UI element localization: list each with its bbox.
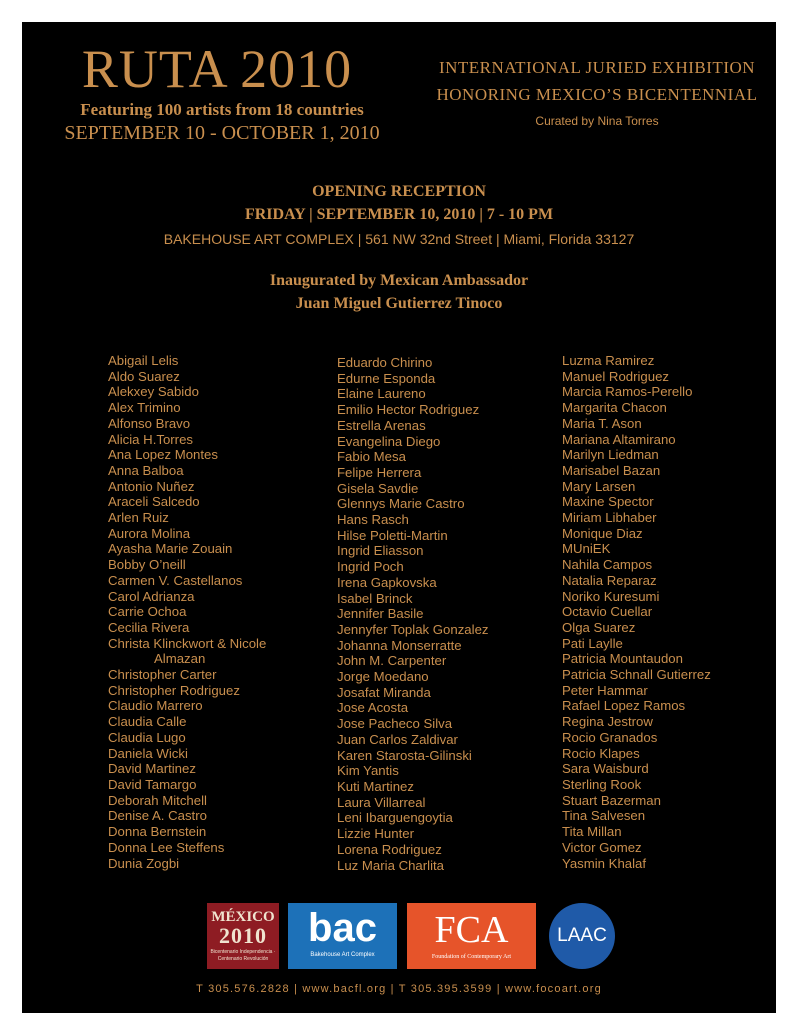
bac-logo [288, 903, 397, 969]
artist-name: Claudio Marrero [108, 698, 203, 714]
exhibition-title: RUTA 2010 [81, 39, 353, 99]
artist-name: Isabel Brinck [337, 590, 413, 606]
reception-venue: BAKEHOUSE ART COMPLEX | 561 NW 32nd Street | Miami, Florida 33127 [163, 231, 635, 247]
mexico-logo-text: MÉXICO [211, 909, 275, 925]
artist-name: Almazan [154, 651, 206, 667]
artist-name: Laura Villarreal [337, 794, 426, 810]
artist-name: Dunia Zogbi [108, 855, 180, 871]
fca-logo-text: FCA [434, 909, 509, 951]
artist-name: Ingrid Eliasson [337, 543, 424, 559]
bac-logo-text: bac [308, 906, 377, 950]
artist-name: Alfonso Bravo [108, 415, 191, 431]
inauguration-line1: Inaugurated by Mexican Ambassador [269, 272, 529, 289]
mexico-logo-year: 2010 [219, 923, 267, 948]
artist-name: Margarita Chacon [562, 400, 667, 416]
exhibition-dates: SEPTEMBER 10 - OCTOBER 1, 2010 [64, 122, 380, 144]
artist-name: Elaine Laureno [337, 386, 426, 402]
artist-name: Victor Gomez [562, 839, 642, 855]
artist-name: Patricia Mountaudon [562, 651, 683, 667]
artist-name: Kuti Martinez [337, 778, 414, 794]
artist-name: Maria T. Ason [562, 415, 642, 431]
artist-name: Jose Acosta [337, 700, 409, 716]
artist-name: Maxine Spector [562, 494, 654, 510]
artist-name: Jorge Moedano [337, 669, 429, 685]
artist-name: Karen Starosta-Gilinski [337, 747, 472, 763]
exhibition-type-line1: INTERNATIONAL JURIED EXHIBITION [438, 58, 756, 77]
artist-name: Alekxey Sabido [108, 384, 199, 400]
artist-name: Alex Trimino [108, 400, 181, 416]
artist-name: Christa Klinckwort & Nicole [108, 635, 267, 651]
artist-name: Anna Balboa [108, 462, 184, 478]
artist-list-column-1 [108, 353, 328, 871]
artist-name: Marilyn Liedman [562, 447, 659, 463]
artist-name: Miriam Libhaber [562, 510, 657, 526]
artist-name: Daniela Wicki [108, 745, 188, 761]
artist-name: Ayasha Marie Zouain [108, 541, 233, 557]
exhibition-type-line2: HONORING MEXICO’S BICENTENNIAL [436, 85, 758, 104]
contact-footer: T 305.576.2828 | www.bacfl.org | T 305.395.3599 | www.focoart.org [196, 983, 602, 995]
artist-name: Carol Adrianza [108, 588, 195, 604]
artist-name: Lorena Rodriguez [337, 841, 442, 857]
bac-logo-small: Bakehouse Art Complex [310, 952, 375, 958]
artist-name: Sara Waisburd [562, 761, 649, 777]
artist-name: Marisabel Bazan [562, 462, 661, 478]
artist-name: Rafael Lopez Ramos [562, 698, 686, 714]
artist-name: Hans Rasch [337, 512, 409, 528]
fca-logo-small: Foundation of Contemporary Art [431, 954, 512, 960]
artist-name: David Tamargo [108, 776, 197, 792]
artist-name: Jennifer Basile [337, 606, 424, 622]
artist-name: Edurne Esponda [337, 370, 436, 386]
mexico-2010-logo [207, 903, 279, 969]
artist-name: Deborah Mitchell [108, 792, 207, 808]
artist-name: Tina Salvesen [562, 808, 646, 824]
artist-list-column-2 [337, 355, 557, 873]
artist-name: Marcia Ramos-Perello [562, 384, 693, 400]
artist-name: Claudia Lugo [108, 729, 186, 745]
artist-name: Irena Gapkovska [337, 574, 437, 590]
artist-name: Monique Diaz [562, 525, 643, 541]
artist-name: Carmen V. Castellanos [108, 572, 243, 588]
artist-name: Jose Pacheco Silva [337, 716, 453, 732]
artist-name: Donna Bernstein [108, 824, 207, 840]
artist-name: Luzma Ramirez [562, 353, 655, 368]
exhibition-subtitle: Featuring 100 artists from 18 countries [80, 100, 364, 119]
artist-name: Ingrid Poch [337, 559, 404, 575]
artist-name: Pati Laylle [562, 635, 623, 651]
artist-name: Manuel Rodriguez [562, 368, 670, 384]
artist-name: Abigail Lelis [108, 353, 179, 368]
artist-name: Glennys Marie Castro [337, 496, 465, 512]
artist-name: Christopher Carter [108, 667, 217, 683]
artist-name: Octavio Cuellar [562, 604, 653, 620]
artist-name: Regina Jestrow [562, 714, 653, 730]
artist-name: Noriko Kuresumi [562, 588, 660, 604]
artist-name: Emilio Hector Rodriguez [337, 402, 480, 418]
artist-name: Mariana Altamirano [562, 431, 676, 447]
artist-name: Jennyfer Toplak Gonzalez [337, 621, 489, 637]
artist-name: Donna Lee Steffens [108, 839, 225, 855]
artist-name: Eduardo Chirino [337, 355, 433, 370]
artist-name: Arlen Ruiz [108, 510, 169, 526]
curator-credit: Curated by Nina Torres [535, 114, 659, 128]
artist-name: Tita Millan [562, 824, 622, 840]
reception-datetime: FRIDAY | SEPTEMBER 10, 2010 | 7 - 10 PM [244, 206, 554, 223]
artist-name: Evangelina Diego [337, 433, 441, 449]
artist-name: David Martinez [108, 761, 196, 777]
inauguration-line2: Juan Miguel Gutierrez Tinoco [295, 295, 503, 312]
artist-name: Kim Yantis [337, 763, 399, 779]
exhibition-poster [22, 22, 776, 1013]
laac-logo [549, 903, 617, 969]
artist-name: Alicia H.Torres [108, 431, 194, 447]
artist-name: Claudia Calle [108, 714, 187, 730]
artist-name: Antonio Nuñez [108, 478, 195, 494]
artist-name: Lizzie Hunter [337, 826, 414, 842]
laac-logo-text: LAAC [549, 903, 615, 969]
mexico-logo-small: Bicentenario Independencia · Centenario Revolución [210, 949, 276, 962]
artist-name: Denise A. Castro [108, 808, 207, 824]
artist-name: Estrella Arenas [337, 417, 426, 433]
artist-name: Gisela Savdie [337, 480, 419, 496]
artist-name: Ana Lopez Montes [108, 447, 218, 463]
artist-name: Mary Larsen [562, 478, 636, 494]
artist-name: MUniEK [562, 541, 611, 557]
opening-reception-heading: OPENING RECEPTION [312, 183, 486, 200]
artist-name: Fabio Mesa [337, 449, 406, 465]
artist-name: Cecilia Rivera [108, 619, 190, 635]
artist-name: Juan Carlos Zaldivar [337, 731, 458, 747]
artist-name: Luz Maria Charlita [337, 857, 445, 873]
artist-name: Bobby O’neill [108, 557, 186, 573]
artist-name: Stuart Bazerman [562, 792, 661, 808]
artist-name: Aurora Molina [108, 525, 191, 541]
artist-name: Johanna Monserratte [337, 637, 462, 653]
artist-name: Araceli Salcedo [108, 494, 200, 510]
artist-name: Sterling Rook [562, 776, 642, 792]
artist-name: Patricia Schnall Gutierrez [562, 667, 711, 683]
artist-name: Rocio Granados [562, 729, 658, 745]
artist-name: Felipe Herrera [337, 464, 422, 480]
artist-name: Christopher Rodriguez [108, 682, 240, 698]
artist-name: Carrie Ochoa [108, 604, 187, 620]
fca-logo [407, 903, 536, 969]
artist-name: Aldo Suarez [108, 368, 180, 384]
artist-name: Olga Suarez [562, 619, 636, 635]
artist-name: Nahila Campos [562, 557, 653, 573]
artist-name: Hilse Poletti-Martin [337, 527, 448, 543]
artist-name: Leni Ibarguengoytia [337, 810, 453, 826]
artist-list-column-3 [562, 353, 782, 871]
artist-name: Rocio Klapes [562, 745, 640, 761]
artist-name: Yasmin Khalaf [562, 855, 647, 871]
artist-name: John M. Carpenter [337, 653, 447, 669]
artist-name: Peter Hammar [562, 682, 648, 698]
artist-name: Natalia Reparaz [562, 572, 657, 588]
artist-name: Josafat Miranda [337, 684, 431, 700]
